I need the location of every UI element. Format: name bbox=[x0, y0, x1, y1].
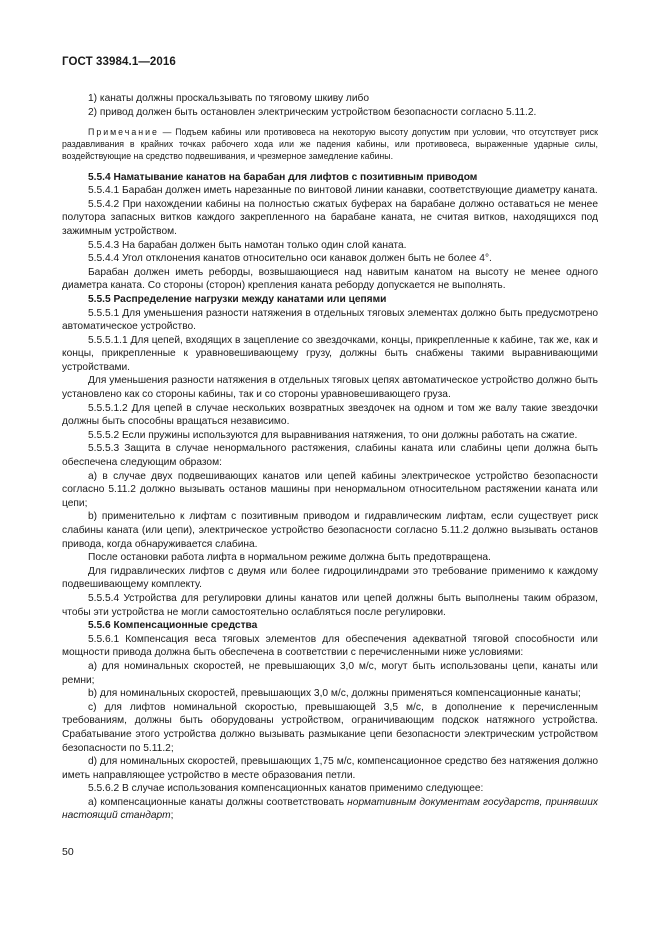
list-item: 1) канаты должны проскальзывать по тяговому шкиву либо bbox=[88, 93, 370, 104]
paragraph: 5.5.5.2 Если пружины используются для выравнивания натяжения, то они должны работать на сжатие. bbox=[88, 429, 578, 441]
paragraph: d) для номинальных скоростей, превышающих 1,75 м/с, компенсационное средство без натяжения должно иметь направляющее устройство в месте образования петли. bbox=[62, 756, 598, 781]
paragraph: Для гидравлических лифтов с двумя или более гидроцилиндрами это требование применимо к каждому подвешивающему комплекту. bbox=[62, 565, 598, 591]
page-number: 50 bbox=[62, 846, 74, 858]
paragraph: a) для номинальных скоростей, не превышающих 3,0 м/с, могут быть использованы цепи, канаты или ремни; bbox=[62, 660, 598, 686]
paragraph: 5.5.5.1.2 Для цепей в случае нескольких возвратных звездочек на одном и том же валу такие звездочки должны быть способны вращаться независимо. bbox=[62, 402, 598, 428]
italic-reference: нормативным документам государств, принявших настоящий стандарт bbox=[62, 796, 599, 822]
paragraph: 5.5.4.4 Угол отклонения канатов относительно оси канавок должен быть не более 4°. bbox=[88, 253, 492, 265]
paragraph: c) для лифтов номинальной скоростью, превышающей 3,5 м/с, в дополнение к перечисленным требованиям, должны быть оборудованы устройством, ограничивающим подскок натяжного устройства. Срабатывание этого устройства должно вызывать размыкание цепи безопасности электрическим устройством безопасности по 5.11.2; bbox=[62, 701, 598, 754]
paragraph: 5.5.6.1 Компенсация веса тяговых элементов для обеспечения адекватной тяговой способности или мощности привода должна быть обеспечена в соответствии с перечисленными ниже условиями: bbox=[62, 633, 598, 659]
paragraph bbox=[62, 796, 598, 823]
paragraph: После остановки работа лифта в нормальном режиме должна быть предотвращена. bbox=[88, 552, 491, 564]
paragraph: a) в случае двух подвешивающих канатов или цепей кабины электрическое устройство безопасности согласно 5.11.2 должно вызывать останов машины при ненормальном относительном растяжении каната или цепи; bbox=[62, 470, 598, 509]
paragraph: 5.5.4.1 Барабан должен иметь нарезанные по винтовой линии канавки, соответствующие диаметру каната. bbox=[88, 185, 598, 197]
paragraph: Для уменьшения разности натяжения в отдельных тяговых цепях автоматическое устройство должно быть установлено как со стороны кабины, так и со стороны уравновешивающего груза. bbox=[62, 375, 598, 401]
section-heading: 5.5.5 Распределение нагрузки между канатами или цепями bbox=[88, 293, 387, 305]
paragraph: Барабан должен иметь реборды, возвышающиеся над навитым канатом на высоту не менее одного диаметра каната. Со стороны (сторон) крепления каната реборду допускается не выполнять. bbox=[62, 266, 598, 292]
list-item: 2) привод должен быть остановлен электрическим устройством безопасности согласно 5.11.2. bbox=[88, 106, 537, 118]
paragraph: 5.5.5.4 Устройства для регулировки длины канатов или цепей должны быть выполнены таким образом, чтобы эти устройства не могли самостоятельно ослабляться после регулировки. bbox=[62, 592, 598, 618]
section-heading: 5.5.6 Компенсационные средства bbox=[88, 620, 258, 632]
paragraph-text: ; bbox=[170, 810, 174, 822]
note-text: — Подъем кабины или противовеса на некоторую высоту допустим при условии, что отсутствует риск раздавливания в крайних точках рабочего хода или же падения кабины, или противовеса, выраженные ударные силы, воздействующие на средство подвешивания, и чрезмерное замедление кабины. bbox=[62, 127, 598, 161]
paragraph: 5.5.5.3 Защита в случае ненормального растяжения, слабины каната или слабины цепи должна быть обеспечена следующим образом: bbox=[62, 443, 598, 469]
section-heading: 5.5.4 Наматывание канатов на барабан для лифтов с позитивным приводом bbox=[88, 171, 478, 183]
paragraph: 5.5.5.1 Для уменьшения разности натяжения в отдельных тяговых элементах должно быть предусмотрено автоматическое устройство. bbox=[62, 307, 598, 333]
paragraph: b) применительно к лифтам с позитивным приводом и гидравлическим лифтам, если существует риск слабины каната (или цепи), электрическое устройство безопасности согласно 5.11.2 должно вызывать останов привода, когда обнаруживается слабина. bbox=[62, 511, 598, 550]
paragraph: b) для номинальных скоростей, превышающих 3,0 м/с, должны применяться компенсационные канаты; bbox=[88, 688, 581, 700]
paragraph: 5.5.4.3 На барабан должен быть намотан только один слой каната. bbox=[88, 239, 407, 251]
note-paragraph bbox=[62, 127, 598, 162]
page-body bbox=[62, 92, 598, 823]
paragraph-text: a) компенсационные канаты должны соответствовать bbox=[88, 796, 348, 808]
note-label: Примечание bbox=[88, 127, 159, 138]
paragraph: 5.5.4.2 При нахождении кабины на полностью сжатых буферах на барабане должно оставаться не менее полутора запасных витков каждого закрепленного на барабане каната, не считая витков, находящихся под зажимным устройством. bbox=[62, 198, 598, 237]
paragraph: 5.5.6.2 В случае использования компенсационных канатов применимо следующее: bbox=[88, 783, 484, 795]
paragraph: 5.5.5.1.1 Для цепей, входящих в зацепление со звездочками, концы, прикрепленные к кабине, так же, как и концы, прикрепленные к уравновешивающему грузу, должны быть снабжены такими выравнивающими устройствами. bbox=[62, 334, 598, 373]
standard-header: ГОСТ 33984.1—2016 bbox=[62, 56, 176, 68]
